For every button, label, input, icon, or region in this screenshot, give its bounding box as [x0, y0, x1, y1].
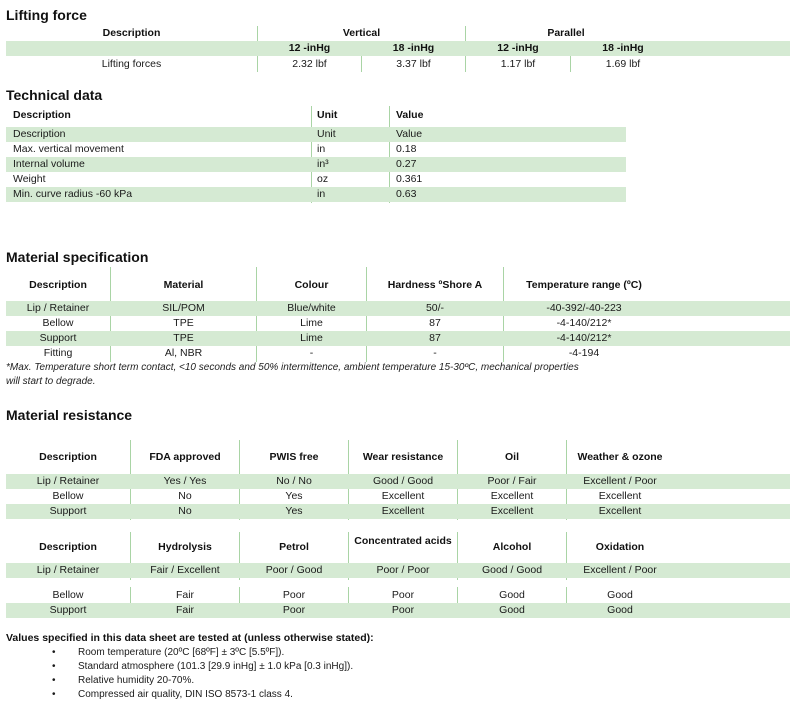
table-cell: Poor [282, 604, 306, 616]
subheader-cell: 12 -inHg [497, 42, 539, 54]
subheader-cell: 18 -inHg [392, 42, 435, 54]
column-header: Description [39, 451, 97, 463]
conditions-list [50, 646, 353, 702]
table-cell: Yes [285, 490, 303, 502]
table-cell: Bellow [52, 490, 84, 502]
table-cell: Poor / Poor [376, 564, 430, 576]
table-cell: Fair / Excellent [150, 564, 220, 576]
column-header: Description [13, 109, 71, 121]
table-row [6, 474, 790, 489]
table-cell: Fitting [43, 347, 73, 359]
column-header: Petrol [279, 541, 309, 553]
column-header: Weather & ozone [577, 451, 663, 463]
table-cell: Max. vertical movement [13, 143, 124, 155]
table-cell: Support [39, 332, 77, 344]
table-cell: Poor [282, 589, 306, 601]
value-cell: 2.32 lbf [292, 58, 327, 70]
table-cell: TPE [173, 317, 194, 329]
table-cell: Lime [300, 332, 323, 344]
column-header: Hydrolysis [158, 541, 212, 553]
table-cell: Lip / Retainer [36, 475, 100, 487]
column-header: Alcohol [492, 541, 532, 553]
conditions-item: • Room temperature (20ºC [68ºF] ± 3ºC [5.5ºF]). [50, 646, 353, 660]
table-cell: -4-194 [568, 347, 600, 359]
table-cell: in [317, 143, 326, 155]
table-cell: Blue/white [287, 302, 336, 314]
table-cell: 0.361 [396, 173, 423, 185]
table-row [6, 603, 790, 618]
table-cell: Unit [317, 128, 336, 140]
table-cell: - [433, 347, 437, 359]
table-cell: in [317, 188, 326, 200]
table-cell: 0.18 [396, 143, 417, 155]
table-row [6, 187, 626, 202]
table-cell: Yes / Yes [163, 475, 207, 487]
table-row [6, 588, 790, 603]
table-cell: Good [499, 589, 525, 601]
table-row [6, 172, 626, 187]
column-header: Concentrated acids [354, 535, 452, 547]
table-cell: Excellent [490, 490, 534, 502]
value-cell: 1.69 lbf [605, 58, 641, 70]
header-vertical: Vertical [342, 27, 381, 39]
value-cell: 3.37 lbf [396, 58, 431, 70]
table-cell: Min. curve radius -60 kPa [13, 188, 133, 200]
table-cell: Support [49, 505, 87, 517]
table-cell: Good / Good [372, 475, 434, 487]
conditions-item: • Compressed air quality, DIN ISO 8573-1 class 4. [50, 688, 353, 702]
column-header: Wear resistance [362, 451, 444, 463]
table-row [6, 563, 790, 578]
table-cell: 87 [429, 332, 441, 344]
value-cell: 1.17 lbf [500, 58, 536, 70]
table-cell: Good [607, 604, 633, 616]
section-title-lifting-force: Lifting force [6, 7, 87, 23]
header-description: Description [102, 27, 161, 39]
table-cell: Excellent / Poor [583, 564, 657, 576]
column-header: Colour [294, 279, 329, 291]
table-cell: 0.27 [396, 158, 417, 170]
column-header: Oil [504, 451, 519, 463]
section-title-technical-data: Technical data [6, 87, 103, 103]
table-cell: Excellent [490, 505, 534, 517]
section-title-material-resistance: Material resistance [6, 407, 133, 423]
column-header: FDA approved [149, 451, 221, 463]
table-row [6, 142, 626, 157]
column-header: PWIS free [269, 451, 319, 463]
table-cell: Fair [175, 604, 195, 616]
table-cell: 50/- [425, 302, 445, 314]
table-row [6, 504, 790, 519]
table-cell: TPE [173, 332, 194, 344]
table-cell: Description [13, 128, 66, 140]
table-cell: No / No [276, 475, 312, 487]
table-cell: Al, NBR [164, 347, 203, 359]
row-label: Lifting forces [101, 58, 162, 70]
subheader-cell: 18 -inHg [602, 42, 644, 54]
table-row [6, 489, 790, 504]
table-cell: Excellent / Poor [583, 475, 657, 487]
table-cell: No [178, 490, 192, 502]
column-header: Oxidation [595, 541, 645, 553]
table-cell: Internal volume [13, 158, 85, 170]
table-cell: SIL/POM [162, 302, 205, 314]
conditions-item: • Standard atmosphere (101.3 [29.9 inHg] ± 1.0 kPa [0.3 inHg]). [50, 660, 353, 674]
subheader-row [6, 41, 790, 56]
footnote: will start to degrade. [6, 376, 96, 387]
table-cell: Poor / Fair [487, 475, 537, 487]
column-header: Unit [317, 109, 338, 121]
conditions-heading: Values specified in this data sheet are tested at (unless otherwise stated): [6, 632, 374, 644]
table-cell: Support [49, 604, 87, 616]
table-row [6, 331, 790, 346]
column-header: Description [29, 279, 87, 291]
table-cell: -4-140/212* [556, 332, 612, 344]
table-cell: No [178, 505, 192, 517]
table-row [6, 316, 790, 331]
table-cell: Excellent [381, 505, 425, 517]
table-cell: Bellow [42, 317, 74, 329]
column-header: Description [39, 541, 97, 553]
table-cell: - [309, 347, 314, 359]
table-cell: Weight [13, 173, 46, 185]
conditions-item: • Relative humidity 20-70%. [50, 674, 353, 688]
table-cell: 0.63 [396, 188, 417, 200]
table-cell: oz [317, 173, 329, 185]
table-cell: Good / Good [481, 564, 543, 576]
header-parallel: Parallel [547, 27, 585, 39]
table-row [6, 346, 790, 361]
table-cell: Excellent [598, 490, 642, 502]
column-header: Hardness ºShore A [387, 279, 483, 291]
table-cell: Poor [391, 604, 415, 616]
table-cell: -40-392/-40-223 [546, 302, 622, 314]
table-cell: Bellow [52, 589, 84, 601]
table-cell: Good [499, 604, 525, 616]
table-cell: Lip / Retainer [26, 302, 90, 314]
table-cell: -4-140/212* [556, 317, 612, 329]
table-cell: Lip / Retainer [36, 564, 100, 576]
table-cell: 87 [429, 317, 441, 329]
table-cell: Poor / Good [265, 564, 323, 576]
table-cell: Value [396, 128, 423, 140]
table-cell: Fair [175, 589, 195, 601]
table-cell: Excellent [381, 490, 425, 502]
footnote: *Max. Temperature short term contact, <10 seconds and 50% intermittence, ambient temperature 15-30ºC, mechanical properties [6, 362, 579, 373]
section-title-material-specification: Material specification [6, 249, 149, 265]
table-row [6, 57, 790, 72]
column-header: Value [396, 109, 424, 121]
table-cell: in³ [317, 158, 329, 170]
table-cell: Lime [300, 317, 323, 329]
table-cell: Excellent [598, 505, 642, 517]
table-row [6, 157, 626, 172]
subheader-cell: 12 -inHg [288, 42, 331, 54]
table-cell: Yes [285, 505, 303, 517]
table-cell: Good [607, 589, 633, 601]
table-cell: Poor [391, 589, 415, 601]
table-row [6, 127, 626, 142]
column-header: Temperature range (ºC) [526, 279, 642, 291]
column-header: Material [163, 279, 204, 291]
table-row [6, 301, 790, 316]
